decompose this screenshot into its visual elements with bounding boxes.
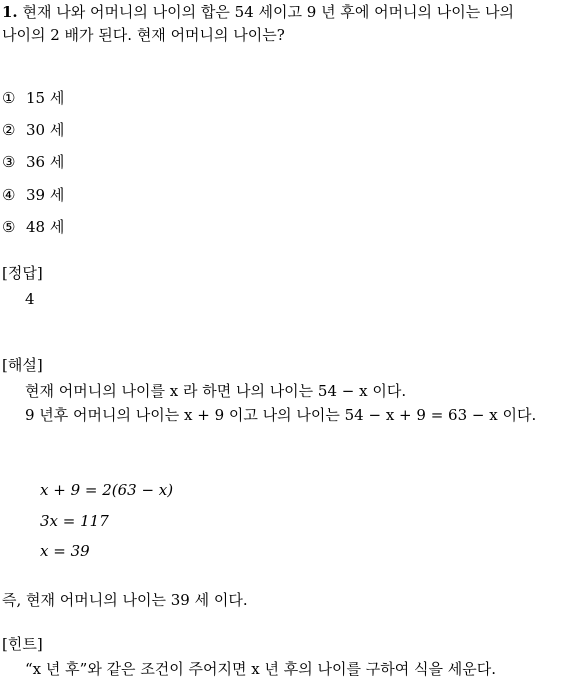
choice-mark: ③ xyxy=(2,153,16,171)
choice-mark: ② xyxy=(2,121,16,139)
choice-text: 39 세 xyxy=(26,186,65,204)
choice-mark: ⑤ xyxy=(2,218,16,236)
question-line-1 xyxy=(2,2,514,22)
choice-text: 15 세 xyxy=(26,89,65,107)
equation-3: x = 39 xyxy=(40,542,90,560)
explanation-line-2: 9 년후 어머니의 나이는 x + 9 이고 나의 나이는 54 − x + 9 = 63 − x 이다. xyxy=(25,406,537,424)
choice-3[interactable] xyxy=(2,152,64,172)
choice-mark: ① xyxy=(2,89,16,107)
hint-heading: [힌트] xyxy=(2,635,43,653)
question-text-line-2: 나이의 2 배가 된다. 현재 어머니의 나이는? xyxy=(2,26,285,44)
answer-heading: [정답] xyxy=(2,264,43,282)
explanation-conclusion: 즉, 현재 어머니의 나이는 39 세 이다. xyxy=(2,591,248,609)
choice-mark: ④ xyxy=(2,186,16,204)
question-text-line-1: 현재 나와 어머니의 나이의 합은 54 세이고 9 년 후에 어머니의 나이는 나의 xyxy=(22,3,515,21)
choice-2[interactable] xyxy=(2,120,64,140)
choice-text: 30 세 xyxy=(26,121,65,139)
hint-text: “x 년 후”와 같은 조건이 주어지면 x 년 후의 나이를 구하여 식을 세운다. xyxy=(25,660,496,678)
equation-2: 3x = 117 xyxy=(40,512,109,530)
choice-1[interactable] xyxy=(2,88,64,108)
equation-1: x + 9 = 2(63 − x) xyxy=(40,481,174,499)
explanation-heading: [해설] xyxy=(2,356,43,374)
choice-text: 48 세 xyxy=(26,218,65,236)
choice-4[interactable] xyxy=(2,185,64,205)
choice-text: 36 세 xyxy=(26,153,65,171)
explanation-line-1: 현재 어머니의 나이를 x 라 하면 나의 나이는 54 − x 이다. xyxy=(25,382,407,400)
question-number: 1. xyxy=(2,3,18,21)
answer-value: 4 xyxy=(25,290,35,308)
choice-5[interactable] xyxy=(2,217,64,237)
